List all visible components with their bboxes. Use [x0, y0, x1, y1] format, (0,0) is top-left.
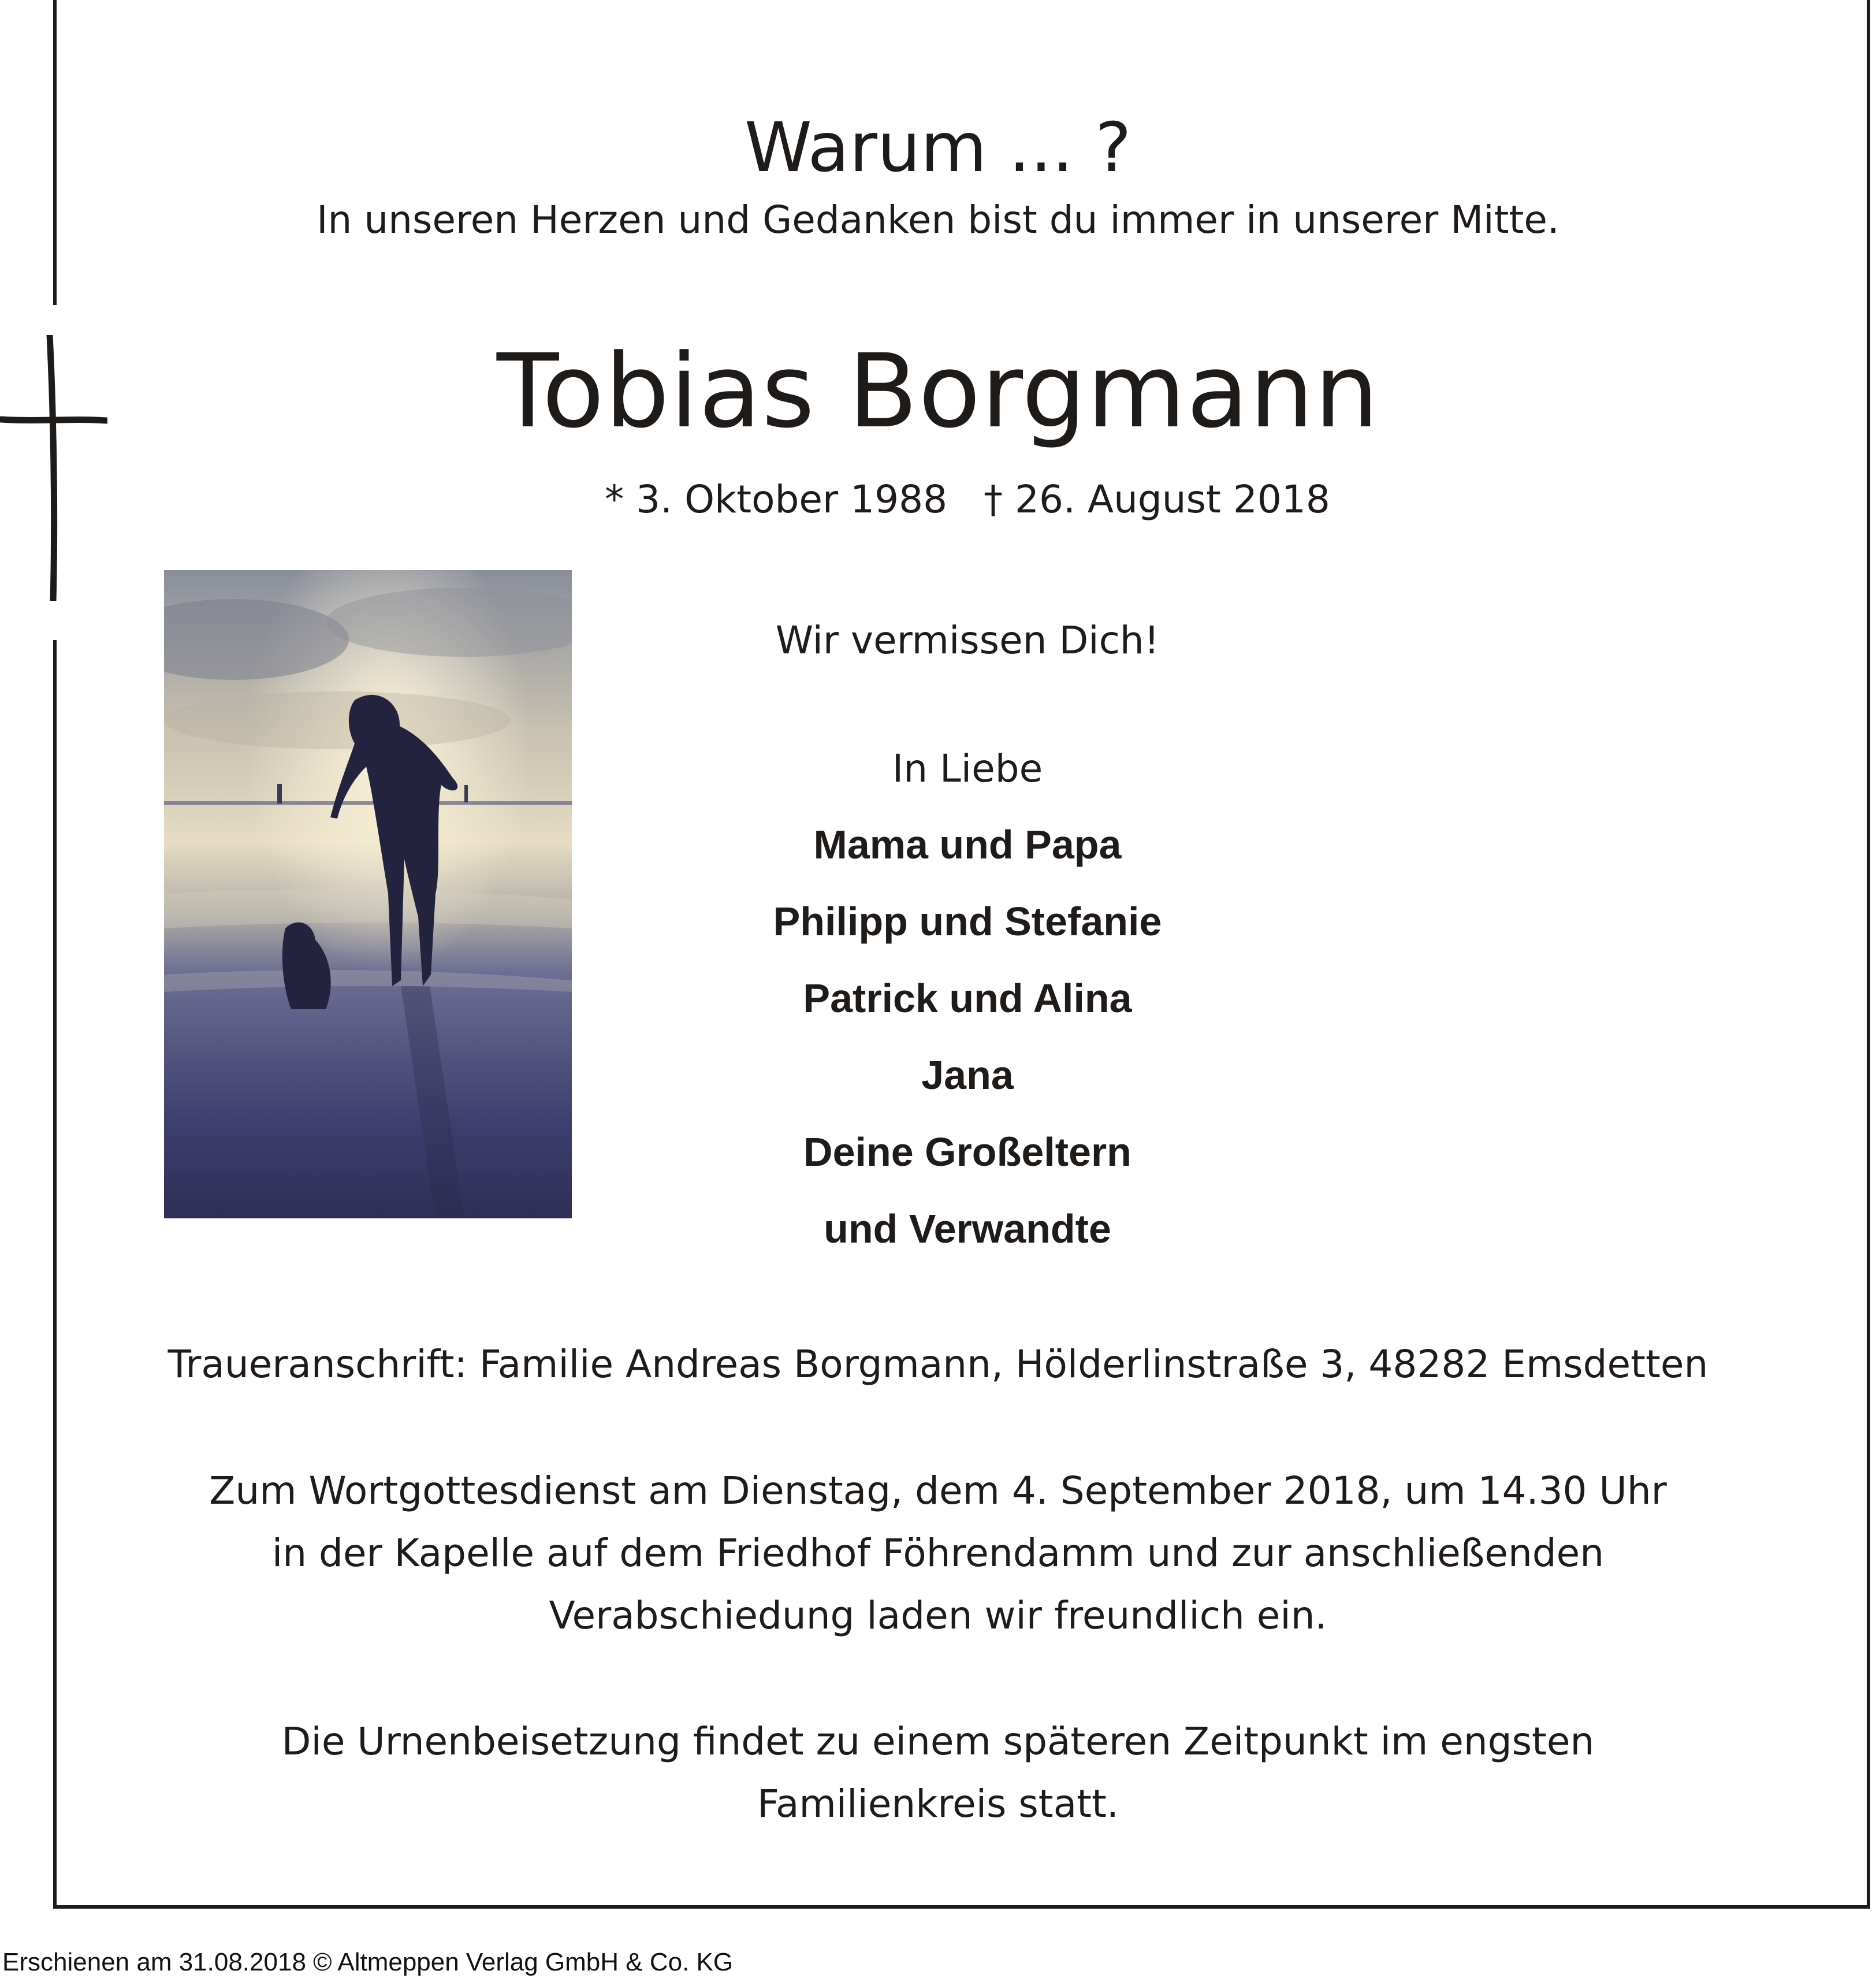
- mourner-line: Jana: [921, 1053, 1014, 1098]
- service-line: Zum Wortgottesdienst am Dienstag, dem 4. September 2018, um 14.30 Uhr: [209, 1468, 1667, 1513]
- mourner-line: Mama und Papa: [813, 822, 1122, 867]
- message: Wir vermissen Dich!: [775, 618, 1160, 663]
- mourner-line: Deine Großeltern: [803, 1129, 1131, 1174]
- mourning-address: Traueranschrift: Familie Andreas Borgmann, Hölderlinstraße 3, 48282 Emsdetten: [168, 1342, 1708, 1386]
- deceased-name: Tobias Borgmann: [496, 332, 1380, 451]
- heading: Warum ... ?: [745, 107, 1131, 187]
- burial-line: Die Urnenbeisetzung findet zu einem späteren Zeitpunkt im engsten: [281, 1719, 1595, 1764]
- mourner-line: Philipp und Stefanie: [773, 899, 1162, 944]
- life-dates: * 3. Oktober 1988 † 26. August 2018: [605, 477, 1330, 522]
- subheading: In unseren Herzen und Gedanken bist du immer in unserer Mitte.: [317, 198, 1559, 242]
- publication-footer: Erschienen am 31.08.2018 © Altmeppen Verlag GmbH & Co. KG: [2, 1948, 734, 1976]
- service-line: Verabschiedung laden wir freundlich ein.: [549, 1593, 1327, 1638]
- burial-line: Familienkreis statt.: [757, 1782, 1119, 1826]
- in-love: In Liebe: [892, 746, 1043, 791]
- mourner-line: Patrick und Alina: [803, 976, 1132, 1021]
- frame-left-edge-bottom: [53, 640, 57, 1909]
- memorial-photo: [164, 570, 572, 1218]
- mourner-line: und Verwandte: [824, 1206, 1111, 1251]
- service-line: in der Kapelle auf dem Friedhof Föhrendamm und zur anschließenden: [271, 1531, 1605, 1575]
